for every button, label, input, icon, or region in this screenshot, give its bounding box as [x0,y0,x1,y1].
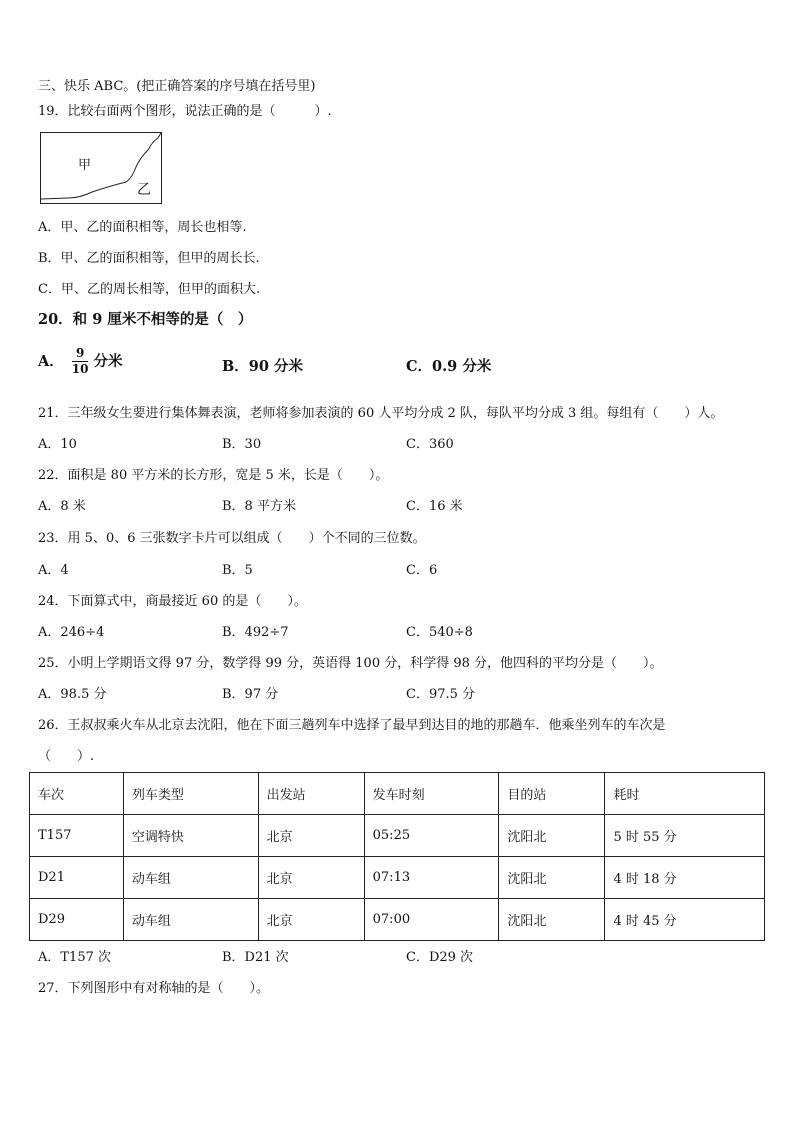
train-schedule-table [29,772,765,941]
q24-option-b: B．492÷7 [222,625,289,640]
table-row [30,857,765,899]
q20-fraction-numerator: 9 [75,346,85,360]
q19-shape-diagram [40,132,162,204]
table-cell: 05:25 [364,815,499,857]
q21-option-a: A．10 [38,437,77,452]
q22-stem: 22．面积是 80 平方米的长方形，宽是 5 米，长是（ ）。 [38,468,389,483]
table-header-cell: 目的站 [499,773,605,815]
q19-label-jia: 甲 [78,158,92,173]
table-header-cell: 耗时 [605,773,765,815]
table-header-cell: 出发站 [258,773,364,815]
q20-option-a [38,347,122,376]
table-cell: 北京 [258,815,364,857]
q22-option-a: A．8 米 [38,499,86,514]
table-header-row [30,773,765,815]
q19-option-a: A．甲、乙的面积相等，周长也相等. [38,220,247,235]
q21-option-c: C．360 [406,437,454,452]
q21-option-b: B．30 [222,437,262,452]
table-cell: 4 时 45 分 [605,899,765,941]
q21-stem: 21．三年级女生要进行集体舞表演，老师将参加表演的 60 人平均分成 2 队，每队平均分成 3 组。每组有（ ）人。 [38,406,724,421]
table-header-cell: 列车类型 [123,773,258,815]
q23-option-a: A．4 [38,563,69,578]
q22-option-c: C．16 米 [406,499,463,514]
q26-option-a: A．T157 次 [38,950,112,965]
table-cell: 沈阳北 [499,899,605,941]
q26-option-c: C．D29 次 [406,950,474,965]
q27-stem: 27．下列图形中有对称轴的是（ ）。 [38,981,270,996]
table-cell: D21 [30,857,124,899]
q26-stem-line1: 26．王叔叔乘火车从北京去沈阳，他在下面三趟列车中选择了最早到达目的地的那趟车．他乘坐列车的车次是 [38,718,666,733]
q20-option-c: C．0.9 分米 [406,358,492,375]
q25-option-a: A．98.5 分 [38,687,107,702]
section-title: 三、快乐 ABC。(把正确答案的序号填在括号里) [38,79,316,94]
q23-option-b: B．5 [222,563,253,578]
table-cell: 5 时 55 分 [605,815,765,857]
q19-option-c: C．甲、乙的周长相等，但甲的面积大. [38,282,261,297]
table-cell: 沈阳北 [499,815,605,857]
table-cell: T157 [30,815,124,857]
q19-label-yi: 乙 [137,182,151,198]
q20-option-a-letter: A． [38,352,64,370]
q23-stem: 23．用 5、0、6 三张数字卡片可以组成（ ）个不同的三位数。 [38,531,426,546]
q19-figure [40,132,162,204]
table-row [30,899,765,941]
table-cell: 07:13 [364,857,499,899]
q25-option-c: C．97.5 分 [406,687,476,702]
table-cell: 空调特快 [123,815,258,857]
table-cell: 沈阳北 [499,857,605,899]
q24-option-c: C．540÷8 [406,625,473,640]
table-header-cell: 车次 [30,773,124,815]
q26-stem-line2: （ ）. [38,749,95,764]
table-header-cell: 发车时刻 [364,773,499,815]
q19-option-b: B．甲、乙的面积相等，但甲的周长长. [38,251,260,266]
table-row [30,815,765,857]
q20-fraction [70,347,91,376]
q20-option-b: B．90 分米 [222,358,303,375]
table-cell: 北京 [258,899,364,941]
q24-stem: 24．下面算式中，商最接近 60 的是（ ）。 [38,594,307,609]
q20-option-a-unit: 分米 [93,352,123,370]
table-cell: 北京 [258,857,364,899]
table-cell: 07:00 [364,899,499,941]
table-cell: 4 时 18 分 [605,857,765,899]
q20-stem: 20．和 9 厘米不相等的是（ ） [38,311,253,328]
q23-option-c: C．6 [406,563,438,578]
table-cell: 动车组 [123,857,258,899]
q26-option-b: B．D21 次 [222,950,289,965]
q22-option-b: B．8 平方米 [222,499,296,514]
q25-option-b: B．97 分 [222,687,279,702]
q20-fraction-denominator: 10 [71,362,89,376]
q19-stem: 19．比较右面两个图形，说法正确的是（ ）. [38,104,332,119]
q24-option-a: A．246÷4 [38,625,105,640]
q25-stem: 25．小明上学期语文得 97 分，数学得 99 分，英语得 100 分，科学得 98 分，他四科的平均分是（ ）。 [38,656,663,671]
table-cell: D29 [30,899,124,941]
table-cell: 动车组 [123,899,258,941]
